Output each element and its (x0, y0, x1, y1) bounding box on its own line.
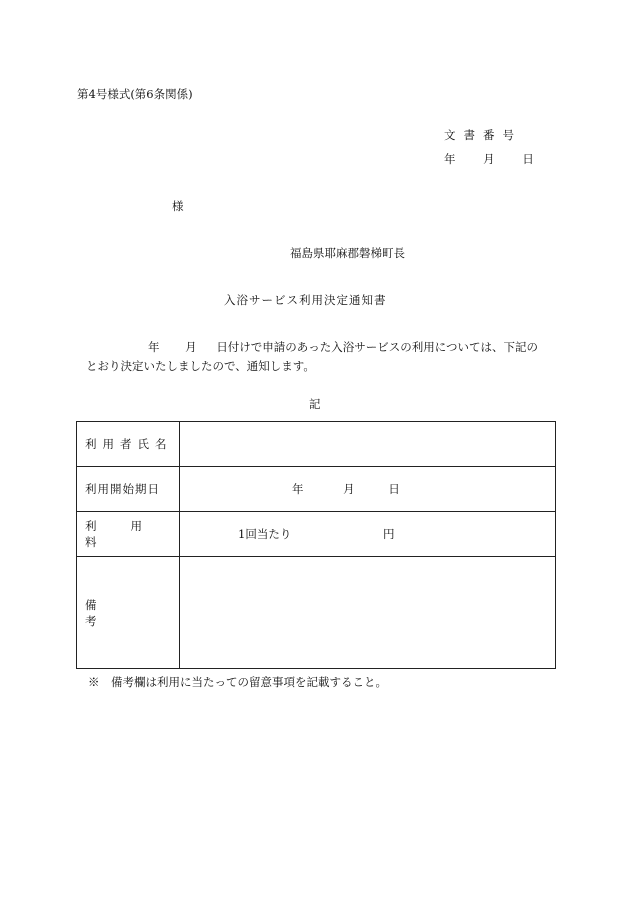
start-date-day: 日 (388, 482, 400, 496)
fee-unit: 円 (382, 527, 395, 541)
fee-value (180, 512, 556, 557)
form-id: 第4号様式(第6条関係) (77, 87, 193, 101)
document-date (444, 151, 534, 167)
start-date-label: 利用開始期日 (77, 467, 180, 512)
document-title: 入浴サービス利用決定通知書 (224, 293, 387, 307)
body-line-2: とおり決定いたしましたので、通知します。 (86, 359, 315, 373)
table-row-fee (77, 512, 556, 557)
remarks-value (180, 557, 556, 669)
body-line1-rest: 日付けで申請のあった入浴サービスの利用については、下記の (216, 340, 538, 354)
detail-table (76, 421, 556, 669)
body-year: 年 (148, 340, 160, 354)
fee-label: 利用料 (77, 512, 180, 557)
date-day: 日 (522, 152, 534, 166)
date-year: 年 (444, 152, 456, 166)
ki-heading: 記 (309, 397, 321, 411)
body-month: 月 (185, 340, 197, 354)
start-date-month: 月 (343, 482, 355, 496)
start-date-year: 年 (292, 482, 304, 496)
user-name-label: 利用者氏名 (77, 422, 180, 467)
date-month: 月 (483, 152, 495, 166)
body-line-1 (148, 339, 538, 355)
start-date-value (180, 467, 556, 512)
user-name-value (180, 422, 556, 467)
table-row-remarks (77, 557, 556, 669)
table-row-start-date (77, 467, 556, 512)
fee-per-time: 1回当たり (238, 527, 292, 541)
addressee-suffix: 様 (172, 199, 184, 213)
issuer: 福島県耶麻郡磐梯町長 (290, 246, 405, 260)
remarks-note: ※ 備考欄は利用に当たっての留意事項を記載すること。 (88, 675, 387, 689)
document-number-label: 文書番号 (444, 128, 522, 142)
table-row-user-name (77, 422, 556, 467)
remarks-label: 備考 (77, 557, 180, 669)
